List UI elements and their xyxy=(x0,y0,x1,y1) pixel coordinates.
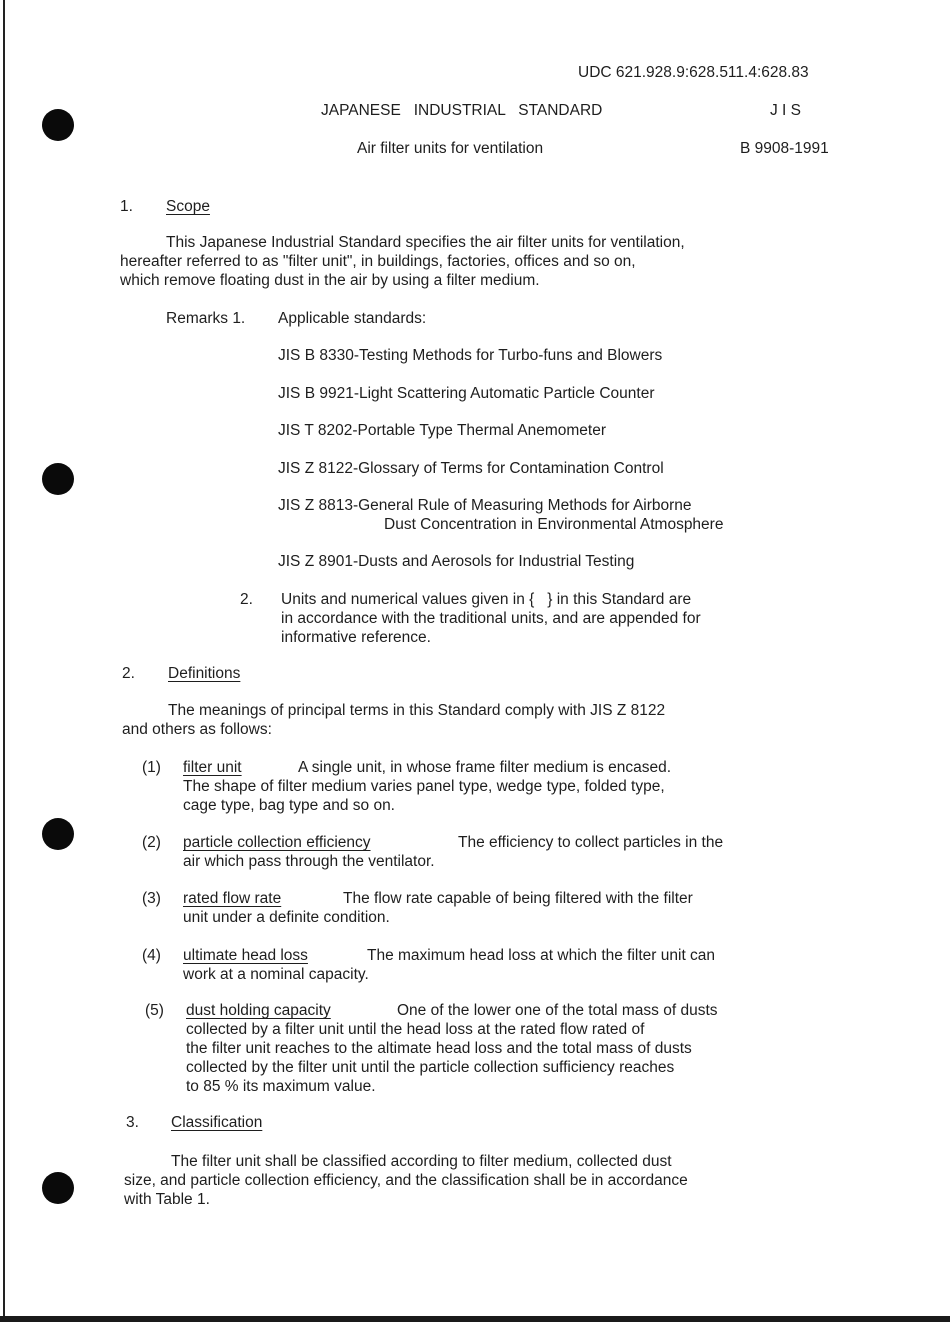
section-2-number: 2. xyxy=(122,665,135,682)
definition-text: unit under a definite condition. xyxy=(183,909,390,926)
definition-text: air which pass through the ventilator. xyxy=(183,853,435,870)
definition-number: (1) xyxy=(142,759,161,776)
section-1-title: Scope xyxy=(166,198,210,215)
definition-text: cage type, bag type and so on. xyxy=(183,797,395,814)
standard-number: B 9908-1991 xyxy=(740,140,829,157)
definition-term: filter unit xyxy=(183,759,242,776)
definition-text: A single unit, in whose frame filter medium is encased. xyxy=(298,759,672,776)
remark-2-line-2: in accordance with the traditional units, and are appended for xyxy=(281,610,701,627)
definition-text: The maximum head loss at which the filter unit can xyxy=(367,947,716,964)
standard-ref-4: JIS Z 8122-Glossary of Terms for Contamination Control xyxy=(278,460,664,477)
remark-2-line-1: Units and numerical values given in { } in this Standard are xyxy=(281,591,692,608)
left-edge-rule xyxy=(3,0,5,1322)
definition-text: to 85 % its maximum value. xyxy=(186,1078,376,1095)
punch-hole xyxy=(42,109,74,141)
scope-line-3: which remove floating dust in the air by using a filter medium. xyxy=(120,272,540,289)
definition-term: dust holding capacity xyxy=(186,1002,331,1019)
definition-number: (3) xyxy=(142,890,161,907)
standard-ref-2: JIS B 9921-Light Scattering Automatic Particle Counter xyxy=(278,385,655,402)
standard-ref-5: JIS Z 8813-General Rule of Measuring Methods for Airborne xyxy=(278,497,692,514)
punch-hole xyxy=(42,1172,74,1204)
bottom-edge-rule xyxy=(0,1316,950,1322)
section-3-number: 3. xyxy=(126,1114,139,1131)
jis-mark: J I S xyxy=(770,102,802,119)
definition-text: The shape of filter medium varies panel type, wedge type, folded type, xyxy=(183,778,665,795)
definition-number: (5) xyxy=(145,1002,164,1019)
remark-2-line-3: informative reference. xyxy=(281,629,431,646)
definitions-intro-2: and others as follows: xyxy=(122,721,272,738)
remarks-label: Remarks 1. xyxy=(166,310,246,327)
definition-text: work at a nominal capacity. xyxy=(183,966,369,983)
section-3-title: Classification xyxy=(171,1114,263,1131)
definition-text: collected by a filter unit until the head loss at the rated flow rated of xyxy=(186,1021,645,1038)
definition-text: The efficiency to collect particles in the xyxy=(458,834,724,851)
classification-line-3: with Table 1. xyxy=(124,1191,210,1208)
standard-ref-5-cont: Dust Concentration in Environmental Atmosphere xyxy=(384,516,724,533)
definition-text: One of the lower one of the total mass of dusts xyxy=(397,1002,718,1019)
standard-title: JAPANESE INDUSTRIAL STANDARD xyxy=(321,102,603,119)
section-1-number: 1. xyxy=(120,198,133,215)
document-subject: Air filter units for ventilation xyxy=(357,140,544,157)
definition-text: collected by the filter unit until the particle collection sufficiency reaches xyxy=(186,1059,675,1076)
definition-term: ultimate head loss xyxy=(183,947,308,964)
scope-line-1: This Japanese Industrial Standard specifies the air filter units for ventilation, xyxy=(166,234,685,251)
udc-code: UDC 621.928.9:628.511.4:628.83 xyxy=(578,64,809,81)
standard-ref-1: JIS B 8330-Testing Methods for Turbo-funs and Blowers xyxy=(278,347,663,364)
definition-term: rated flow rate xyxy=(183,890,282,907)
punch-hole xyxy=(42,463,74,495)
definition-number: (2) xyxy=(142,834,161,851)
standard-ref-6: JIS Z 8901-Dusts and Aerosols for Industrial Testing xyxy=(278,553,635,570)
remark-2-number: 2. xyxy=(240,591,253,608)
definition-text: the filter unit reaches to the altimate head loss and the total mass of dusts xyxy=(186,1040,692,1057)
definition-term: particle collection efficiency xyxy=(183,834,371,851)
section-2-title: Definitions xyxy=(168,665,241,682)
definition-number: (4) xyxy=(142,947,161,964)
classification-line-2: size, and particle collection efficiency, and the classification shall be in accordance xyxy=(124,1172,688,1189)
definitions-intro-1: The meanings of principal terms in this Standard comply with JIS Z 8122 xyxy=(168,702,666,719)
punch-hole xyxy=(42,818,74,850)
scope-line-2: hereafter referred to as "filter unit", in buildings, factories, offices and so on, xyxy=(120,253,636,270)
remarks-intro: Applicable standards: xyxy=(278,310,427,327)
classification-line-1: The filter unit shall be classified according to filter medium, collected dust xyxy=(171,1153,672,1170)
standard-ref-3: JIS T 8202-Portable Type Thermal Anemometer xyxy=(278,422,606,439)
definition-text: The flow rate capable of being filtered with the filter xyxy=(343,890,693,907)
